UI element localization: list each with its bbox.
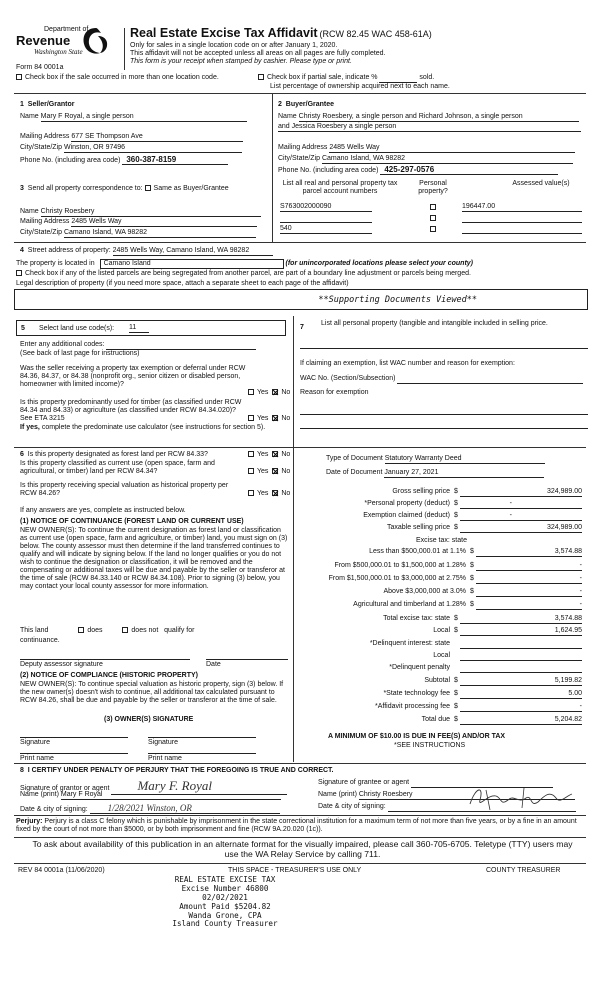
exemption-deduct: Exemption claimed (deduct) $ - [326, 512, 588, 522]
header-line3: This form is your receipt when stamped by cashier. Please type or print. [130, 58, 352, 65]
personal-property-checkbox[interactable] [430, 226, 436, 232]
parcel-number-field[interactable]: S763002000090 [280, 203, 372, 212]
partial-list-note: List percentage of ownership acquired next to each name. [270, 83, 450, 90]
county-treasurer-label: COUNTY TREASURER [486, 867, 561, 874]
notice-compliance-title: (2) NOTICE OF COMPLIANCE (HISTORIC PROPERTY) [20, 672, 198, 679]
historic-answer: Yes No [248, 490, 290, 498]
personal-property-checkbox[interactable] [430, 204, 436, 210]
notice-continuance-body: NEW OWNER(S): To continue the current designation as forest land or classification as current use (open space, farm and agriculture, or timber) land, you must sign on (3) below. The county assessor must then determine if the land transferred continues to qualify and will indicate by signing below. If the land no longer qualifies or you do not wish to continue the designation or classification, it will be removed and the compensating or additional taxes will be due and payable by the seller or transferor at the time of sale (RCW 84.33.140 or RCW 84.34.108). Prior to signing (3) below, you may contact your local county assessor for more information. [20, 527, 288, 591]
stamp-line: Island County Treasurer [172, 919, 278, 929]
header-divider [124, 28, 125, 70]
owner-sig-label-1: Signature [20, 739, 50, 746]
assessed-value-field[interactable]: 196447.00 [462, 203, 582, 212]
list-personal-label: List all personal property (tangible and intangible included in selling price. [321, 320, 548, 327]
parcel-row [280, 214, 586, 224]
tax-tier-4: Above $3,000,000 at 3.0% $ - [326, 588, 588, 598]
stamp-line: Wanda Grone, CPA [188, 910, 262, 920]
buyer-name-row-2 [278, 123, 581, 132]
seller-name-row: Name Mary F Royal, a single person [20, 113, 247, 122]
buyer-city-field[interactable]: Camano Island, WA 98282 [322, 155, 573, 164]
no-checkbox[interactable] [272, 468, 278, 474]
header-line2: This affidavit will not be accepted unless all areas on all pages are fully completed. [130, 50, 386, 57]
seller-city-row: City/State/Zip Winston, OR 97496 [20, 144, 242, 153]
land-use-label: Select land use code(s): [39, 325, 115, 332]
reason-row: Reason for exemption [300, 389, 369, 396]
buyer-phone-field[interactable]: 425-297-0576 [380, 165, 558, 175]
q-exemption-deferral: Was the seller receiving a property tax exemption or deferral under RCW 84.36, 84.37, or 84.38 (nonprofit org., senior citizen or disabled person, homeowner with limited income)? [20, 365, 246, 389]
form-title-block [130, 26, 432, 40]
delinquent-penalty: *Delinquent penalty [326, 664, 588, 674]
historic-q: Is this property receiving special valuation as historical property per RCW 84.26? [20, 482, 229, 498]
corr-mailing-row: Mailing Address 2485 Wells Way [20, 218, 257, 227]
no-checkbox[interactable] [272, 451, 278, 457]
partial-sale-check[interactable]: Check box if partial sale, indicate % sold. [258, 74, 434, 83]
treasurer-stamp [150, 876, 300, 929]
grantee-sig-row: Signature of grantee or agent [318, 779, 553, 788]
buyer-mailing-field[interactable]: 2485 Wells Way [329, 144, 575, 153]
rule-section4 [14, 242, 586, 243]
grantee-date-row: Date & city of signing: [318, 803, 576, 812]
buyer-name-field-1[interactable]: Christy Roesbery, a single person and Richard Johnson, a single person [299, 113, 579, 122]
dept-line3: Washington State [34, 48, 83, 56]
seller-mailing-field[interactable]: 677 SE Thompson Ave [71, 133, 243, 142]
seller-phone-row: Phone No. (including area code) 360-387-8159 [20, 155, 228, 165]
excise-state-label: Excise tax: state [416, 537, 467, 544]
owner-print-label-2: Print name [148, 755, 182, 762]
personal-property-field[interactable] [300, 340, 588, 349]
corr-city-row: City/State/Zip Camano Island, WA 98282 [20, 229, 256, 238]
exemption-claim-label: If claiming an exemption, list WAC number and reason for exemption: [300, 360, 515, 367]
same-as-buyer-checkbox[interactable] [145, 185, 151, 191]
owner-signature-title: (3) OWNER(S) SIGNATURE [104, 716, 194, 723]
doc-type-row: Type of Document Statutory Warranty Deed [326, 455, 545, 464]
notice-continuance-title: (1) NOTICE OF CONTINUANCE (FOREST LAND OR CURRENT USE) [20, 518, 244, 525]
yes-checkbox[interactable] [248, 389, 254, 395]
rule-center-1 [272, 93, 273, 242]
wac-row: WAC No. (Section/Subsection) [300, 375, 583, 384]
alt-format-note: To ask about availability of this publication in an alternate format for the visually impaired, please call 360-705-6705. Teletype (TTY) users may use the WA Relay Service by calling 711. [32, 839, 573, 859]
reason-field-2[interactable] [300, 420, 588, 429]
dept-line1: Department of [44, 26, 89, 33]
treasurer-space-label: THIS SPACE - TREASURER'S USE ONLY [228, 867, 362, 874]
does-checkbox[interactable] [78, 627, 84, 633]
grantor-date-city[interactable]: 1/28/2021 Winston, OR [90, 803, 280, 814]
form-number: Form 84 0001a [16, 64, 64, 71]
rule-footer [14, 863, 586, 864]
form-citation: (RCW 82.45 WAC 458-61A) [319, 29, 432, 39]
total-excise-state: Total excise tax: state $ 3,574.88 [326, 615, 588, 625]
stamp-line: REAL ESTATE EXCISE TAX [174, 875, 276, 884]
partial-sale-checkbox[interactable] [258, 74, 264, 80]
legal-label: Legal description of property (if you need more space, attach a separate sheet to each page of the affidavit) [16, 280, 349, 287]
doc-date-field[interactable]: January 27, 2021 [384, 469, 544, 478]
perjury-statement: Perjury: Perjury is a class C felony which is punishable by imprisonment in the state correctional institution for a maximum term of not more than five years, or by a fine in an amount fixed by the court of not more than $5000, or by both imprisonment and fine (RCW 9A.20.020 (1c)). [16, 818, 577, 834]
no-checkbox[interactable] [272, 490, 278, 496]
corr-city-field[interactable]: Camano Island, WA 98282 [64, 229, 256, 238]
qualify-row: This land does does not qualify for [20, 627, 195, 634]
tax-tier-3: From $1,500,000.01 to $3,000,000 at 2.75% $ - [326, 575, 588, 585]
street-address-field[interactable]: 2485 Wells Way, Camano Island, WA 98282 [113, 247, 273, 256]
grantor-date-row: Date & city of signing: 1/28/2021 Winston, OR [20, 803, 280, 814]
q-exemption-answer: Yes No [248, 389, 290, 397]
unincorporated-note: (for unincorporated locations please select your county) [285, 260, 473, 267]
seller-city-field[interactable]: Winston, OR 97496 [64, 144, 242, 153]
street-row: 4 Street address of property: 2485 Wells Way, Camano Island, WA 98282 [20, 247, 273, 256]
grantor-print-row: Name (print) Mary F Royal [20, 791, 281, 800]
if-yes-note: If any answers are yes, complete as instructed below. [20, 507, 186, 514]
personal-property-checkbox[interactable] [430, 215, 436, 221]
header-line1: Only for sales in a single location code on or after January 1, 2020. [130, 42, 338, 49]
corr-mailing-field[interactable]: 2485 Wells Way [71, 218, 257, 227]
notice-compliance-body: NEW OWNER(S): To continue special valuation as historic property, sign (3) below. If the new owner(s) doesn't wish to continue, all additional tax calculated pursuant to RCW 84.26, shall be due and payable by the seller or transferor at the time of sale. [20, 681, 284, 705]
buyer-name-field-2[interactable]: and Jessica Roesbery a single person [278, 123, 581, 132]
corr-name-field[interactable]: Christy Roesbery [41, 208, 261, 217]
deputy-signature-field[interactable] [20, 651, 190, 660]
stamp-line: Amount Paid $5204.82 [179, 901, 271, 911]
yes-checkbox[interactable] [248, 468, 254, 474]
rule-perjury [14, 815, 586, 816]
rule-header [14, 93, 586, 94]
parcel-number-field[interactable]: 540 [280, 225, 372, 234]
continuance-label: continuance. [20, 637, 60, 644]
no-checkbox[interactable] [272, 389, 278, 395]
yes-checkbox[interactable] [248, 415, 254, 421]
rule-section6 [14, 447, 586, 448]
forest-land-q: 6 Is this property designated as forest land per RCW 84.33? [20, 451, 208, 458]
grantor-sig-row: Signature of grantor or agent Mary F. Royal [20, 779, 287, 795]
legal-description-value: **Supporting Documents Viewed** [318, 295, 477, 305]
form-title: Real Estate Excise Tax Affidavit [130, 26, 318, 40]
delinquent-interest-state: *Delinquent interest: state [326, 640, 588, 650]
seller-phone-field[interactable]: 360-387-8159 [122, 155, 228, 165]
seller-mailing-row: Mailing Address 677 SE Thompson Ave [20, 133, 243, 142]
yes-checkbox[interactable] [248, 490, 254, 496]
current-use-answer: Yes No [248, 468, 290, 476]
seller-name-field[interactable]: Mary F Royal, a single person [41, 113, 247, 122]
location-select[interactable]: Camano Island [100, 259, 284, 269]
personal-property-deduct: *Personal property (deduct) $ - [326, 500, 588, 510]
multi-location-check[interactable]: Check box if the sale occurred in more than one location code. [16, 74, 219, 82]
owner-print-field-1[interactable] [20, 745, 128, 754]
parcel-number-field[interactable] [280, 214, 372, 223]
buyer-phone-row: Phone No. (including area code) 425-297-0576 [278, 165, 558, 175]
predominate-use-note: If yes, complete the predominate use calculator (see instructions for section 5). [20, 424, 266, 431]
tax-tier-1: Less than $500,000.01 at 1.1% $ 3,574.88 [326, 548, 588, 558]
buyer-heading: 2 Buyer/Grantee [278, 101, 335, 108]
owner-sig-label-2: Signature [148, 739, 178, 746]
assessed-value-field[interactable] [462, 225, 582, 234]
gross-selling-price: Gross selling price $ 324,989.00 [326, 488, 588, 498]
deputy-date-field[interactable] [206, 651, 288, 660]
deputy-sig-label: Deputy assessor signature [20, 661, 103, 668]
segregated-row[interactable]: Check box if any of the listed parcels are being segregated from another parcel, are part of a boundary line adjustment or parcels being merged. [16, 270, 471, 278]
grantee-print-row: Name (print) Christy Roesbery [318, 791, 575, 800]
parcel-col-header-2: Personal property? [418, 180, 448, 196]
delinquent-interest-local: Local [326, 652, 588, 662]
reason-field-1[interactable] [300, 406, 588, 415]
buyer-name-row: Name Christy Roesbery, a single person and Richard Johnson, a single person [278, 113, 579, 122]
dept-line2: Revenue [16, 33, 71, 48]
grantor-print-name[interactable]: Mary F Royal [61, 791, 281, 800]
additional-codes-field[interactable] [106, 341, 256, 350]
located-row: The property is located in Camano Island (for unincorporated locations please select your county) [16, 259, 473, 269]
affidavit-processing-fee: *Affidavit processing fee $ - [326, 703, 588, 713]
no-checkbox[interactable] [272, 415, 278, 421]
land-use-box[interactable]: 5 Select land use code(s): 11 [16, 320, 286, 336]
q-timber-answer: Yes No [248, 415, 290, 423]
parcel-col-header-3: Assessed value(s) [512, 180, 570, 187]
legal-description-field[interactable] [14, 289, 588, 310]
corr-name-row: Name Christy Roesbery [20, 208, 261, 217]
stamp-line: Excise Number 46800 [181, 883, 269, 893]
subtotal: Subtotal $ 5,199.82 [326, 677, 588, 687]
rule-section8 [14, 763, 586, 764]
grantee-signature-scribble-icon [466, 782, 576, 812]
see-instructions: *SEE INSTRUCTIONS [394, 742, 466, 749]
doc-date-row: Date of Document January 27, 2021 [326, 469, 544, 478]
correspondence-heading: 3 Send all property correspondence to: Same as Buyer/Grantee [20, 185, 229, 192]
additional-codes-row: Enter any additional codes: [20, 341, 256, 350]
owner-signature-field-2[interactable] [148, 729, 256, 738]
section7-no: 7 [300, 324, 304, 331]
parcel-col-header-1: List all real and personal property tax parcel account numbers [282, 180, 398, 196]
owner-signature-field-1[interactable] [20, 729, 128, 738]
buyer-city-row: City/State/Zip Camano Island, WA 98282 [278, 155, 573, 164]
minimum-fee-note: A MINIMUM OF $10.00 IS DUE IN FEE(S) AND/OR TAX [328, 733, 506, 740]
deputy-date-label: Date [206, 661, 221, 668]
multi-location-checkbox[interactable] [16, 74, 22, 80]
grantor-signature[interactable]: Mary F. Royal [111, 779, 287, 795]
parcel-row [280, 203, 586, 213]
land-use-code[interactable]: 11 [129, 324, 149, 333]
partial-percent-field[interactable] [379, 74, 417, 83]
stamp-line: 02/02/2021 [202, 892, 248, 902]
grantee-print-name[interactable]: Christy Roesbery [359, 791, 575, 800]
wac-number-field[interactable] [397, 375, 583, 384]
tax-tier-2: From $500,000.01 to $1,500,000 at 1.28% $ - [326, 562, 588, 572]
doc-type-field[interactable]: Statutory Warranty Deed [385, 455, 545, 464]
total-due: Total due $ 5,204.82 [326, 716, 588, 726]
seller-heading: 1 Seller/Grantor [20, 101, 75, 108]
parcel-row [280, 225, 586, 235]
see-back-note: (See back of last page for instructions) [20, 350, 140, 357]
rule-center-2 [293, 316, 294, 762]
certify-statement: 8 I CERTIFY UNDER PENALTY OF PERJURY THAT THE FOREGOING IS TRUE AND CORRECT. [20, 767, 334, 774]
does-not-checkbox[interactable] [122, 627, 128, 633]
tax-agri-timber: Agricultural and timberland at 1.28% $ - [326, 601, 588, 611]
dor-swoosh-icon [80, 26, 112, 56]
rev-number: REV 84 0001a (11/06/2020) [18, 867, 105, 874]
buyer-mailing-row: Mailing Address 2485 Wells Way [278, 144, 575, 153]
yes-checkbox[interactable] [248, 451, 254, 457]
current-use-q: Is this property classified as current use (open space, farm and agricultural, or timber) land per RCW 84.34? [20, 460, 215, 476]
q-timber-agri: Is this property predominantly used for timber (as classified under RCW 84.34 and 84.33) or agriculture (as classified under RCW 84.34.020)? See ETA 3215 [20, 399, 242, 423]
local-tax: Local $ 1,624.95 [326, 627, 588, 637]
rule-alt-format [14, 837, 586, 838]
assessed-value-field[interactable] [462, 214, 582, 223]
owner-print-field-2[interactable] [148, 745, 256, 754]
segregated-checkbox[interactable] [16, 270, 22, 276]
forest-land-answer: Yes No [248, 451, 290, 459]
taxable-selling-price: Taxable selling price $ 324,989.00 [326, 524, 588, 534]
state-technology-fee: *State technology fee $ 5.00 [326, 690, 588, 700]
owner-print-label-1: Print name [20, 755, 54, 762]
